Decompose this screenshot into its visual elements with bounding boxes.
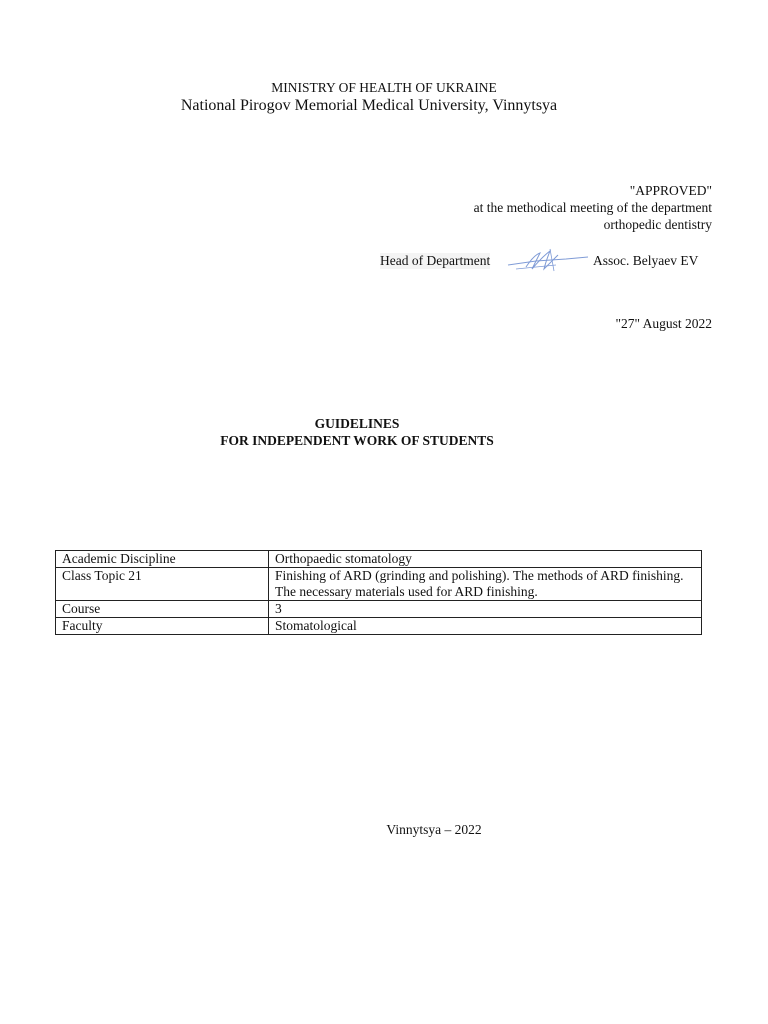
table-cell-value: Finishing of ARD (grinding and polishing). The methods of ARD finishing. The necessary materials used for ARD finishing. [269, 568, 702, 601]
approval-date: "27" August 2022 [615, 316, 712, 331]
footer-place-year: Vinnytsya – 2022 [386, 822, 482, 837]
university-heading: National Pirogov Memorial Medical University, Vinnytsya [180, 97, 558, 114]
approved-label: "APPROVED" [629, 183, 712, 198]
table-cell-label: Class Topic 21 [56, 568, 269, 601]
head-of-department-label: Head of Department [380, 253, 491, 268]
table-cell-label: Faculty [56, 618, 269, 635]
approval-line-department: orthopedic dentistry [603, 217, 712, 232]
signature-image [506, 245, 590, 273]
ministry-heading: MINISTRY OF HEALTH OF UKRAINE [271, 80, 497, 95]
table-row [56, 618, 702, 635]
table-cell-value: Stomatological [269, 618, 702, 635]
table-cell-value: 3 [269, 601, 702, 618]
info-table [55, 550, 702, 635]
document-subtitle: FOR INDEPENDENT WORK OF STUDENTS [220, 433, 494, 448]
approval-line-meeting: at the methodical meeting of the department [473, 200, 712, 215]
table-row [56, 551, 702, 568]
head-of-department-name: Assoc. Belyaev EV [593, 253, 699, 268]
table-row [56, 601, 702, 618]
table-cell-label: Academic Discipline [56, 551, 269, 568]
document-title: GUIDELINES [314, 416, 400, 431]
table-cell-label: Course [56, 601, 269, 618]
table-row [56, 568, 702, 601]
table-cell-value: Orthopaedic stomatology [269, 551, 702, 568]
